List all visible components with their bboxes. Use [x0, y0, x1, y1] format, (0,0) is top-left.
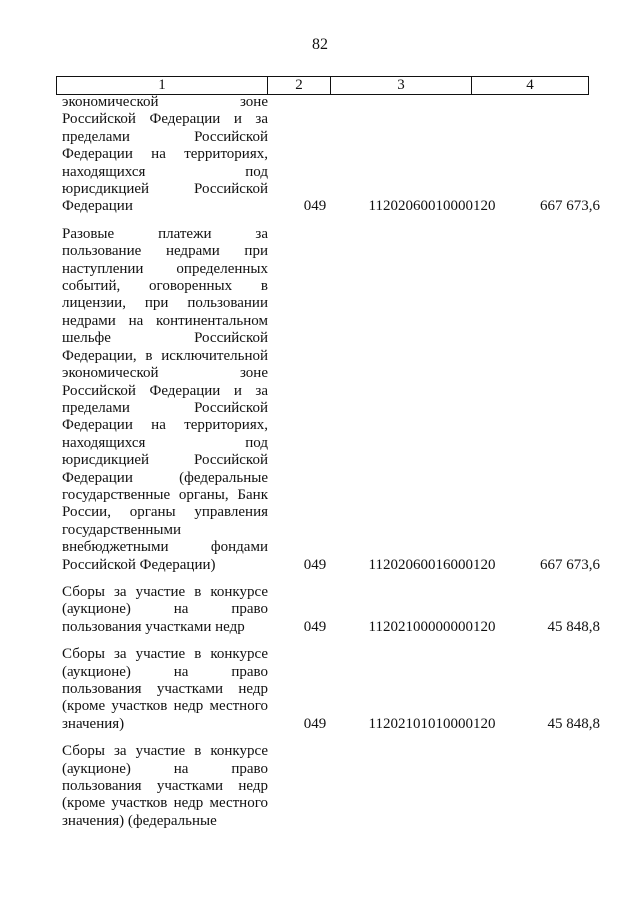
description-line: значения) — [62, 715, 125, 732]
row-description — [62, 743, 268, 830]
row-description — [62, 584, 268, 636]
table-row — [56, 94, 602, 216]
description-line: Федерации, в исключительной — [62, 347, 268, 364]
description-line: (аукционе) на право — [62, 601, 268, 618]
amount-value: 45 848,8 — [547, 715, 600, 732]
description-line: государственными — [62, 521, 181, 538]
description-line: России, органы управления — [62, 504, 268, 521]
table-row — [56, 743, 602, 830]
description-line: пользования участками недр — [62, 778, 268, 795]
column-header-3: 3 — [331, 77, 472, 95]
description-line: юрисдикцией Российской — [62, 452, 268, 469]
description-line: (аукционе) на право — [62, 760, 268, 777]
description-line: Российской Федерации и за — [62, 111, 268, 128]
description-line: юрисдикцией Российской — [62, 181, 268, 198]
description-line: Сборы за участие в конкурсе — [62, 646, 268, 663]
column-header-2: 2 — [268, 77, 331, 95]
row-description — [62, 646, 268, 733]
description-line: значения) (федеральные — [62, 812, 217, 829]
description-line: (кроме участков недр местного — [62, 795, 268, 812]
description-line: (аукционе) на право — [62, 663, 268, 680]
budget-classification-code: 11202100000000120 — [368, 618, 496, 635]
description-line: Сборы за участие в конкурсе — [62, 743, 268, 760]
description-line: событий, оговоренных в — [62, 278, 268, 295]
description-line: Федерации на территориях, — [62, 417, 268, 434]
description-line: пользование недрами при — [62, 243, 268, 260]
table-row — [56, 584, 602, 636]
description-line: пределами Российской — [62, 128, 268, 145]
column-header-4: 4 — [472, 77, 589, 95]
description-line: внебюджетными фондами — [62, 539, 268, 556]
budget-classification-code: 11202101010000120 — [368, 715, 496, 732]
column-header-1: 1 — [57, 77, 268, 95]
admin-code: 049 — [303, 618, 327, 635]
description-line: Федерации на территориях, — [62, 146, 268, 163]
description-line: (кроме участков недр местного — [62, 698, 268, 715]
budget-classification-code: 11202060010000120 — [368, 198, 496, 215]
description-line: экономической зоне — [62, 365, 268, 382]
amount-value: 667 673,6 — [540, 198, 600, 215]
description-line: государственные органы, Банк — [62, 486, 268, 503]
description-line: Сборы за участие в конкурсе — [62, 583, 268, 600]
description-line: пользования участками недр — [62, 618, 245, 635]
row-description — [62, 226, 268, 574]
description-line: экономической зоне — [62, 94, 268, 110]
description-line: лицензии, при пользовании — [62, 295, 268, 312]
description-line: пользования участками недр — [62, 681, 268, 697]
amount-value: 45 848,8 — [547, 618, 600, 635]
page-number: 82 — [312, 36, 328, 53]
description-line: шельфе Российской — [62, 330, 268, 347]
table-row — [56, 646, 602, 733]
admin-code: 049 — [303, 556, 327, 573]
description-line: находящихся под — [62, 163, 268, 180]
column-header-table — [56, 76, 589, 95]
table-body — [56, 94, 602, 840]
row-description — [62, 94, 268, 216]
table-row — [56, 226, 602, 574]
description-line: Разовые платежи за — [62, 225, 268, 242]
description-line: наступлении определенных — [62, 260, 268, 277]
description-line: Российской Федерации и за — [62, 382, 268, 399]
admin-code: 049 — [303, 198, 327, 215]
amount-value: 667 673,6 — [540, 556, 600, 573]
budget-classification-code: 11202060016000120 — [368, 556, 496, 573]
description-line: Федерации — [62, 198, 133, 215]
description-line: находящихся под — [62, 434, 268, 451]
description-line: недрами на континентальном — [62, 312, 268, 329]
admin-code: 049 — [303, 715, 327, 732]
description-line: Федерации (федеральные — [62, 469, 268, 486]
description-line: Российской Федерации) — [62, 556, 216, 573]
description-line: пределами Российской — [62, 399, 268, 416]
